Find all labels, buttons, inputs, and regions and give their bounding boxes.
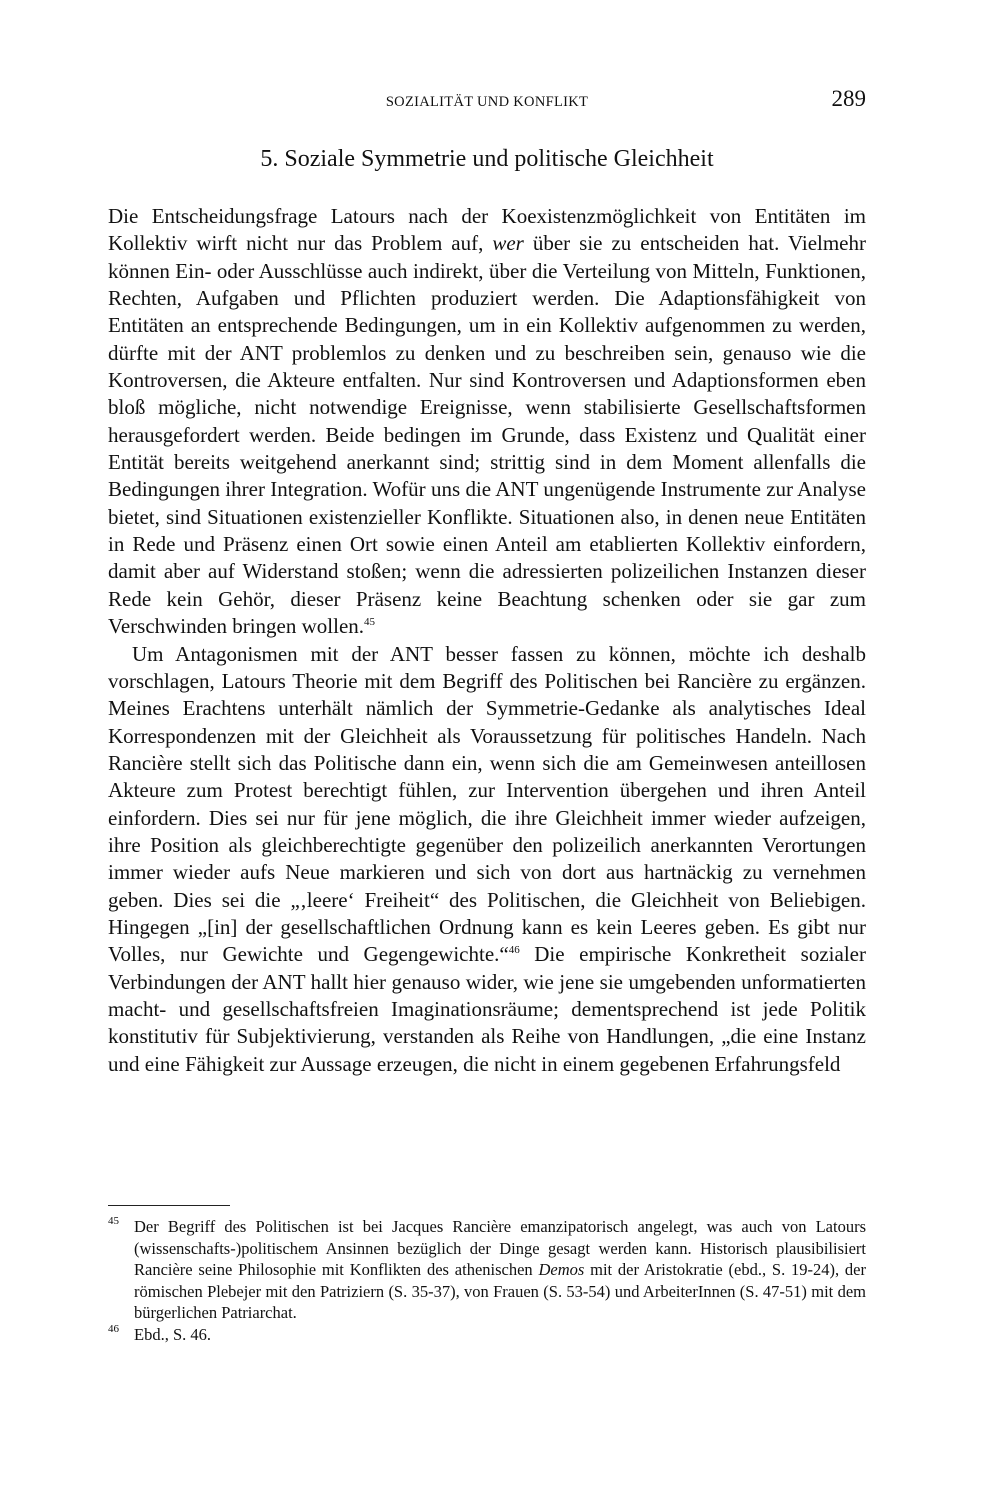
footnote-ref-45[interactable]: 45 xyxy=(364,616,376,629)
page-number: 289 xyxy=(831,86,866,111)
footnote-45-text-b: mit der Aristokratie (ebd., S. 19-24), der römischen Plebejer mit den Patriziern (S. 35-37), von Frauen (S. 53-54) und ArbeiterInnen (S. 47-51) mit dem bürgerlichen Patriarchat. xyxy=(134,1260,866,1323)
paragraph-1-emphasis: wer xyxy=(492,231,524,256)
footnote-45 xyxy=(108,1216,866,1324)
paragraph-2-text-a: Um Antagonismen mit der ANT besser fassen zu können, möchte ich deshalb vorschlagen, Latours Theorie mit dem Begriff des Politischen bei Rancière zu ergänzen. Meines Erachtens unterhält nämlich der Symmetrie-Gedanke als analytisches Ideal Korrespondenzen mit der Gleichheit als Voraussetzung für politisches Handeln. Nach Rancière stellt sich das Politische dann ein, wenn sich die am Gemeinwesen anteillosen Akteure zum Protest berechtigt fühlen, zur Intervention übergehen und ihren Anteil einfordern. Dies sei nur für jene möglich, die ihre Gleichheit immer wieder aufzeigen, ihre Position als gleichberechtigte gegenüber den polizeilich anerkannten Verortungen immer wieder aufs Neue markieren und sich von dort aus hartnäckig zu vernehmen geben. Dies sei die „‚leere‘ Freiheit“ des Politischen, die Gleichheit von Beliebigen. Hingegen „[in] der gesellschaftlichen Ordnung kann es kein Leeres geben. Es gibt nur Volles, nur Gewichte und Gegengewichte.“ xyxy=(108,641,866,967)
footnote-number: 45 xyxy=(108,1215,119,1227)
running-head xyxy=(108,88,866,118)
paragraph-2-text-b: Die empirische Konkretheit sozialer Verbindungen der ANT hallt hier genauso wider, wie jene sie umgebenden unformatierten macht- und gesellschaftsfreien Imaginationsräume; dementsprechend ist jede Politik konstitutiv für Subjektivierung, verstanden als Reihe von Handlungen, „die eine Instanz und eine Fähigkeit zur Aussage erzeugen, die nicht in einem gegebenen Erfahrungsfeld xyxy=(108,942,866,1076)
running-title: SOZIALITÄT UND KONFLIKT xyxy=(385,94,589,110)
paragraph-2 xyxy=(108,641,866,1079)
footnote-ref-46[interactable]: 46 xyxy=(508,944,520,957)
footnote-45-emphasis: Demos xyxy=(538,1260,585,1280)
footnote-divider xyxy=(108,1205,230,1206)
footnote-46 xyxy=(108,1324,866,1346)
footnote-number: 46 xyxy=(108,1322,119,1335)
body-text xyxy=(108,203,866,1078)
footnote-45-text-a: Der Begriff des Politischen ist bei Jacques Rancière emanzipatorisch angelegt, was auch von Latours (wissenschafts-)politischem Ansinnen bezüglich der Dinge gesagt werden kann. Historisch plausibilisiert Rancière seine Philosophie mit Konflikten des athenischen xyxy=(134,1217,866,1280)
paragraph-1 xyxy=(108,203,866,641)
paragraph-1-text-a: Die Entscheidungsfrage Latours nach der Koexistenzmöglichkeit von Entitäten im Kollektiv wirft nicht nur das Problem auf, xyxy=(108,204,866,256)
section-title: 5. Soziale Symmetrie und politische Gleichheit xyxy=(260,146,714,172)
paragraph-1-text-b: über sie zu entscheiden hat. Vielmehr können Ein- oder Ausschlüsse auch indirekt, über die Verteilung von Mitteln, Funktionen, Rechten, Aufgaben und Pflichten produziert werden. Die Adaptionsfähigkeit von Entitäten an entsprechende Bedingungen, um in ein Kollektiv aufgenommen zu werden, dürfte mit der ANT problemlos zu denken und zu beschreiben sein, genauso wie die Kontroversen, die Akteure entfalten. Nur sind Kontroversen und Adaptionsformen eben bloß mögliche, nicht notwendige Ereignisse, wenn stabilisierte Gesellschaftsformen herausgefordert werden. Beide bedingen im Grunde, dass Existenz und Qualität einer Entität bereits weitgehend anerkannt sind; strittig sind in dem Moment allenfalls die Bedingungen ihrer Integration. Wofür uns die ANT ungenügende Instrumente zur Analyse bietet, sind Situationen existenzieller Konflikte. Situationen also, in denen neue Entitäten in Rede und Präsenz einen Ort sowie einen Anteil am etablierten Kollektiv einfordern, damit aber auf Widerstand stoßen; wenn die adressierten polizeilichen Instanzen dieser Rede kein Gehör, dieser Präsenz keine Beachtung schenken oder sie gar zum Verschwinden bringen wollen. xyxy=(108,231,866,639)
footnotes xyxy=(108,1216,866,1346)
footnote-46-text: Ebd., S. 46. xyxy=(134,1324,212,1344)
